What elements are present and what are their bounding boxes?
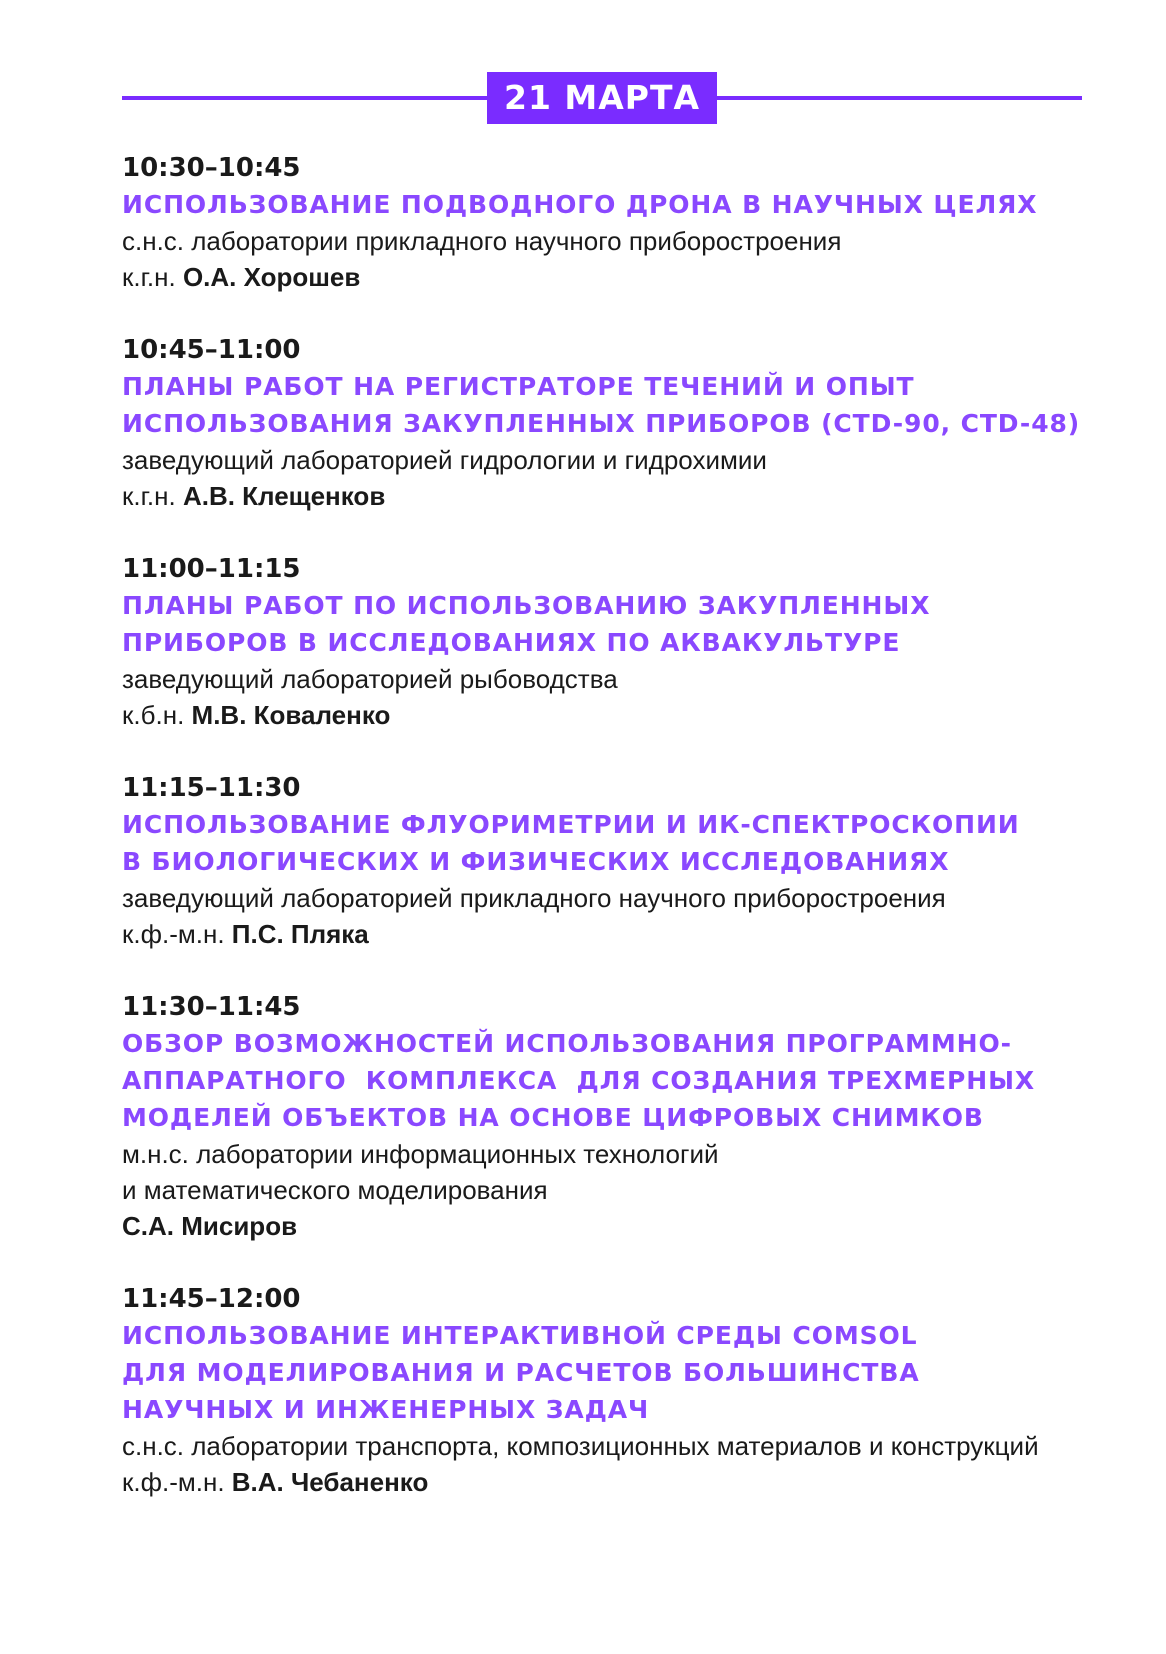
session-title-line: ИСПОЛЬЗОВАНИЕ ПОДВОДНОГО ДРОНА В НАУЧНЫХ ЦЕЛЯХ [122, 190, 1038, 219]
session-item [122, 150, 1082, 295]
session-time: 11:15–11:30 [122, 773, 301, 803]
speaker-role-line: заведующий лабораторией гидрологии и гидрохимии [122, 445, 767, 475]
speaker-name: С.А. Мисиров [122, 1211, 298, 1241]
session-item [122, 770, 1082, 952]
speaker [122, 697, 1082, 733]
session-item [122, 989, 1082, 1244]
session-time: 11:45–12:00 [122, 1284, 301, 1314]
session-title-line: ОБЗОР ВОЗМОЖНОСТЕЙ ИСПОЛЬЗОВАНИЯ ПРОГРАММНО- [122, 1029, 1012, 1058]
session-title-line: ИСПОЛЬЗОВАНИЕ ИНТЕРАКТИВНОЙ СРЕДЫ COMSOL [122, 1321, 918, 1350]
speaker-role-line: с.н.с. лаборатории транспорта, композиционных материалов и конструкций [122, 1431, 1039, 1461]
speaker-degree: к.ф.-м.н. [122, 1467, 232, 1497]
session-time: 10:30–10:45 [122, 153, 301, 183]
speaker-role-line: и математического моделирования [122, 1175, 548, 1205]
session-title-line: ИСПОЛЬЗОВАНИЯ ЗАКУПЛЕННЫХ ПРИБОРОВ (CTD-90, CTD-48) [122, 409, 1081, 438]
speaker-degree: к.ф.-м.н. [122, 919, 232, 949]
session-title-line: ПЛАНЫ РАБОТ НА РЕГИСТРАТОРЕ ТЕЧЕНИЙ И ОПЫТ [122, 372, 915, 401]
session-title-line: ПЛАНЫ РАБОТ ПО ИСПОЛЬЗОВАНИЮ ЗАКУПЛЕННЫХ [122, 591, 931, 620]
speaker-name: О.А. Хорошев [182, 262, 361, 292]
session-title-line: НАУЧНЫХ И ИНЖЕНЕРНЫХ ЗАДАЧ [122, 1395, 650, 1424]
speaker-role-line: с.н.с. лаборатории прикладного научного приборостроения [122, 226, 842, 256]
speaker-role-line: заведующий лабораторией рыбоводства [122, 664, 618, 694]
speaker-degree: к.б.н. [122, 700, 192, 730]
session-title-line: В БИОЛОГИЧЕСКИХ И ФИЗИЧЕСКИХ ИССЛЕДОВАНИЯХ [122, 847, 950, 876]
speaker [122, 1464, 1082, 1500]
speaker-name: П.С. Пляка [231, 919, 369, 949]
speaker-role-line: заведующий лабораторией прикладного научного приборостроения [122, 883, 946, 913]
session-title-line: ИСПОЛЬЗОВАНИЕ ФЛУОРИМЕТРИИ И ИК-СПЕКТРОСКОПИИ [122, 810, 1020, 839]
session-time: 10:45–11:00 [122, 335, 301, 365]
speaker-degree: к.г.н. [122, 481, 183, 511]
speaker [122, 1208, 1082, 1244]
session-item [122, 332, 1082, 514]
session-title-line: ДЛЯ МОДЕЛИРОВАНИЯ И РАСЧЕТОВ БОЛЬШИНСТВА [122, 1358, 920, 1387]
speaker [122, 259, 1082, 295]
session-item [122, 1281, 1082, 1500]
speaker [122, 478, 1082, 514]
speaker-name: М.В. Коваленко [191, 700, 391, 730]
date-badge: 21 МАРТА [487, 72, 717, 124]
session-time: 11:30–11:45 [122, 992, 301, 1022]
session-time: 11:00–11:15 [122, 554, 301, 584]
program-list [122, 150, 1082, 1537]
date-header [122, 72, 1082, 124]
speaker [122, 916, 1082, 952]
speaker-name: А.В. Клещенков [182, 481, 386, 511]
session-item [122, 551, 1082, 733]
session-title-line: АППАРАТНОГО КОМПЛЕКСА ДЛЯ СОЗДАНИЯ ТРЕХМЕРНЫХ [122, 1066, 1036, 1095]
speaker-role-line: м.н.с. лаборатории информационных технологий [122, 1139, 719, 1169]
session-title-line: ПРИБОРОВ В ИССЛЕДОВАНИЯХ ПО АКВАКУЛЬТУРЕ [122, 628, 901, 657]
speaker-name: В.А. Чебаненко [231, 1467, 429, 1497]
session-title-line: МОДЕЛЕЙ ОБЪЕКТОВ НА ОСНОВЕ ЦИФРОВЫХ СНИМКОВ [122, 1103, 984, 1132]
speaker-degree: к.г.н. [122, 262, 183, 292]
